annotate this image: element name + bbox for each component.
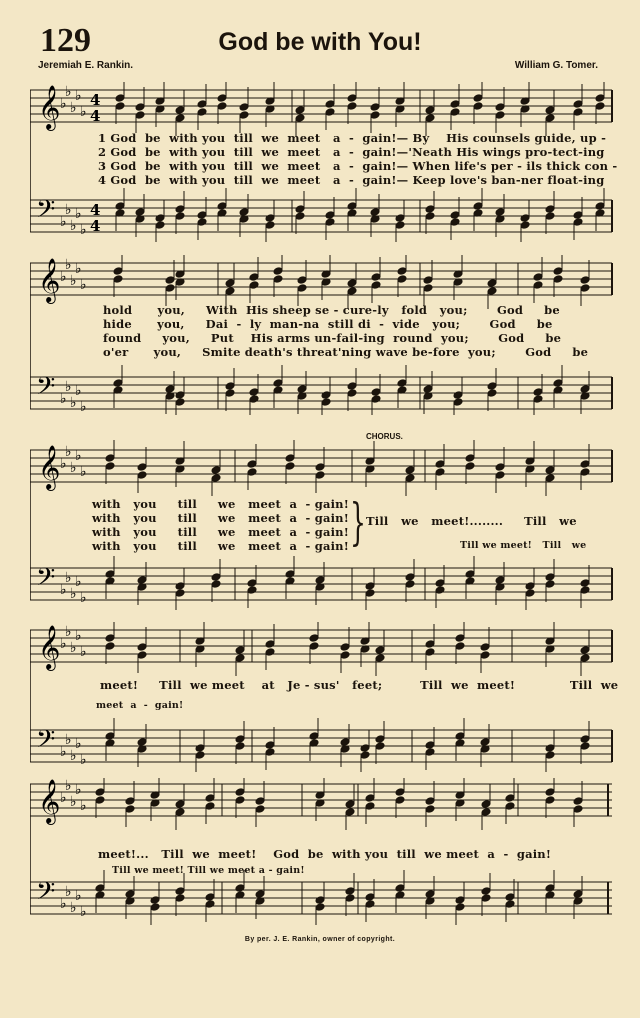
svg-text:♭: ♭	[65, 257, 72, 273]
verse-4-line-3: with you till we meet a - gain!	[92, 539, 349, 553]
treble-clef-icon: 𝄞	[38, 625, 61, 669]
chorus-treble-lyric: Till we meet!........ Till we	[366, 514, 577, 528]
treble-clef-icon: 𝄞	[38, 85, 61, 129]
svg-text:♭: ♭	[60, 744, 67, 760]
treble-clef-icon: 𝄞	[38, 258, 61, 302]
svg-text:4: 4	[90, 91, 101, 109]
svg-text:♭: ♭	[65, 570, 72, 586]
svg-text:4: 4	[90, 217, 101, 235]
svg-text:♭: ♭	[75, 736, 82, 752]
bass-clef-icon: 𝄢	[36, 563, 56, 598]
verse-3-line-1: 3 God be with you till we meet a - gain!— When life's per - ils thick con -	[98, 159, 618, 173]
note-heads	[105, 622, 590, 772]
svg-text:♭: ♭	[65, 732, 72, 748]
verse-1-line-1: 1 God be with you till we meet a - gain!— By His counsels guide, up -	[98, 131, 607, 145]
svg-text:♭: ♭	[80, 277, 87, 293]
svg-text:♭: ♭	[70, 586, 77, 602]
svg-text:♭: ♭	[60, 214, 67, 230]
svg-text:♭: ♭	[70, 748, 77, 764]
svg-text:♭: ♭	[75, 88, 82, 104]
svg-text:♭: ♭	[70, 794, 77, 810]
svg-text:♭: ♭	[70, 273, 77, 289]
svg-text:♭: ♭	[70, 460, 77, 476]
svg-text:♭: ♭	[60, 391, 67, 407]
svg-text:♭: ♭	[75, 574, 82, 590]
treble-clef-icon: 𝄞	[38, 445, 61, 489]
svg-text:♭: ♭	[80, 644, 87, 660]
svg-text:♭: ♭	[60, 636, 67, 652]
key-signature-flats	[60, 257, 87, 415]
svg-text:♭: ♭	[70, 100, 77, 116]
svg-text:♭: ♭	[80, 104, 87, 120]
svg-text:♭: ♭	[80, 590, 87, 606]
svg-text:♭: ♭	[60, 456, 67, 472]
bass-clef-icon: 𝄢	[36, 372, 56, 407]
verse-3-line-3: with you till we meet a - gain!	[92, 525, 349, 539]
key-signature-flats	[60, 444, 87, 606]
verse-2-line-2: hide you, Dai - ly man-na still di - vide you; God be	[103, 317, 553, 331]
bass-clef-icon: 𝄢	[36, 877, 56, 912]
hymn-number: 129	[40, 22, 91, 59]
svg-text:♭: ♭	[70, 640, 77, 656]
svg-text:♭: ♭	[75, 448, 82, 464]
chorus-bass-lyric-3: Till we meet! Till we meet a - gain!	[112, 865, 305, 876]
svg-text:♭: ♭	[75, 628, 82, 644]
svg-text:♭: ♭	[75, 261, 82, 277]
svg-text:♭: ♭	[80, 752, 87, 768]
copyright-footer: By per. J. E. Rankin, owner of copyright.	[244, 936, 396, 943]
svg-text:♭: ♭	[60, 790, 67, 806]
verse-1-line-3: with you till we meet a - gain!	[92, 497, 349, 511]
svg-text:♭: ♭	[65, 202, 72, 218]
svg-text:♭: ♭	[60, 582, 67, 598]
verse-4-line-2: o'er you, Smite death's threat'ning wave be-fore you; God be	[103, 345, 589, 359]
chorus-bass-lyric-2: meet a - gain!	[96, 700, 184, 711]
verse-4-line-1: 4 God be with you till we meet a - gain!— Keep love's ban-ner float-ing	[98, 173, 605, 187]
svg-text:♭: ♭	[60, 269, 67, 285]
svg-text:♭: ♭	[70, 218, 77, 234]
verse-brace: }	[350, 493, 366, 551]
svg-text:♭: ♭	[70, 395, 77, 411]
svg-text:♭: ♭	[80, 399, 87, 415]
chorus-line-3: meet!... Till we meet! God be with you till we meet a - gain!	[98, 847, 552, 861]
svg-text:♭: ♭	[65, 84, 72, 100]
treble-clef-icon: 𝄞	[38, 779, 61, 823]
svg-text:♭: ♭	[65, 444, 72, 460]
bass-clef-icon: 𝄢	[36, 195, 56, 230]
svg-text:♭: ♭	[75, 782, 82, 798]
svg-text:♭: ♭	[70, 900, 77, 916]
music-system-4	[30, 622, 615, 772]
svg-text:♭: ♭	[60, 96, 67, 112]
verse-3-line-2: found you, Put His arms un-fail-ing round you; God be	[103, 331, 562, 345]
chorus-line-2: meet! Till we meet at Je - sus' feet; Till we meet! Till we	[100, 678, 619, 692]
composer-credit: William G. Tomer.	[514, 60, 598, 71]
svg-text:♭: ♭	[80, 798, 87, 814]
svg-text:♭: ♭	[75, 206, 82, 222]
bass-clef-icon: 𝄢	[36, 725, 56, 760]
key-signature-flats	[60, 778, 87, 920]
svg-text:4: 4	[90, 107, 101, 125]
svg-text:♭: ♭	[80, 222, 87, 238]
svg-text:♭: ♭	[75, 383, 82, 399]
svg-text:♭: ♭	[75, 888, 82, 904]
svg-text:♭: ♭	[80, 904, 87, 920]
svg-text:♭: ♭	[65, 624, 72, 640]
verse-1-line-2: hold you, With His sheep se - cure-ly fold you; God be	[103, 303, 560, 317]
svg-text:♭: ♭	[65, 379, 72, 395]
verse-2-line-1: 2 God be with you till we meet a - gain!—'Neath His wings pro-tect-ing	[98, 145, 605, 159]
staff-lines	[30, 630, 612, 762]
svg-text:4: 4	[90, 201, 101, 219]
svg-text:♭: ♭	[80, 464, 87, 480]
svg-text:♭: ♭	[65, 884, 72, 900]
svg-text:♭: ♭	[60, 896, 67, 912]
author-credit: Jeremiah E. Rankin.	[38, 60, 134, 71]
chorus-bass-lyric: Till we meet! Till we	[460, 540, 587, 551]
chorus-label: CHORUS.	[366, 432, 403, 441]
hymn-title: God be with You!	[218, 28, 422, 56]
verse-2-line-3: with you till we meet a - gain!	[92, 511, 349, 525]
svg-text:♭: ♭	[65, 778, 72, 794]
key-signature-flats	[60, 84, 87, 238]
